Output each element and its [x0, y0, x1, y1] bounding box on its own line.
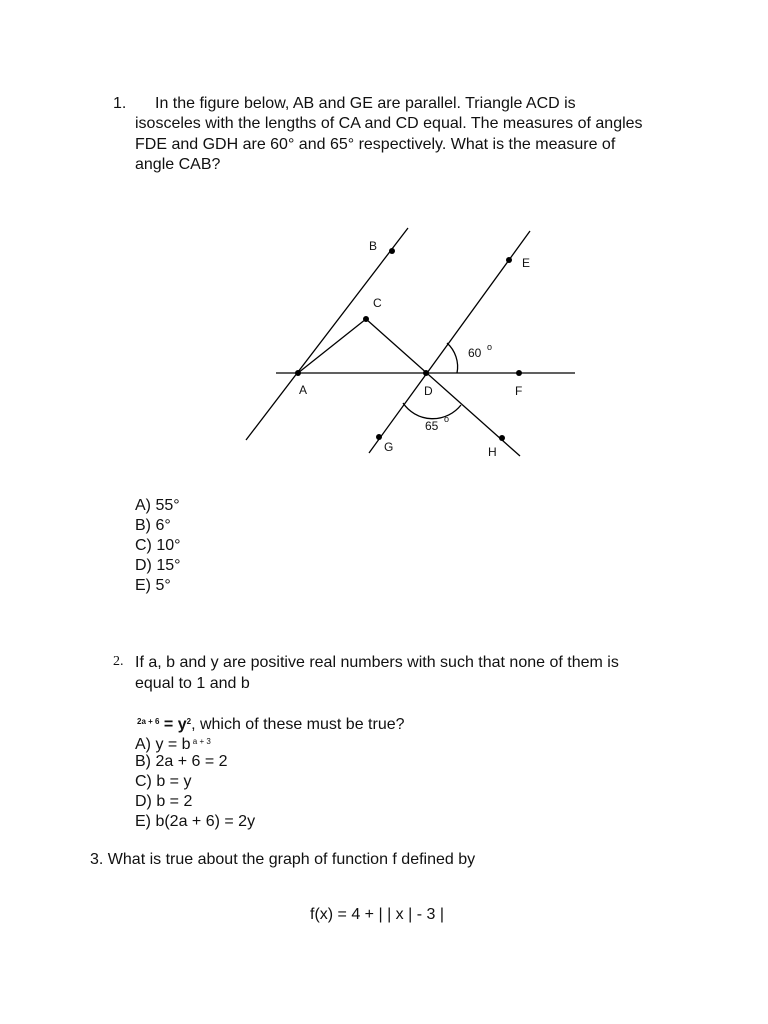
q1-choice-d[interactable]: D) 15° — [135, 557, 181, 574]
point-c — [363, 316, 369, 322]
q2-choice-a[interactable] — [135, 732, 255, 752]
q1-line: isosceles with the lengths of CA and CD equal. The measures of angles — [135, 115, 643, 133]
label-a: A — [299, 383, 308, 397]
q3-question-text: 3. What is true about the graph of function f defined by — [90, 851, 476, 868]
q1-choice-e[interactable]: E) 5° — [135, 577, 171, 594]
q1-line: FDE and GDH are 60° and 65° respectively. What is the measure of — [135, 135, 616, 153]
q2-line-2: equal to 1 and b — [135, 675, 250, 692]
q2-choice-e[interactable]: E) b(2a + 6) = 2y — [135, 813, 256, 830]
angle-fde-degree: o — [487, 342, 493, 352]
q2-choice-a-sup: a + 3 — [190, 737, 211, 746]
q1-number: 1. — [113, 95, 127, 112]
q2-choice-d[interactable]: D) b = 2 — [135, 793, 193, 810]
q2-number: 2. — [113, 654, 124, 669]
label-c: C — [373, 296, 382, 310]
point-a — [295, 370, 301, 376]
q1-choice-c[interactable]: C) 10° — [135, 537, 181, 554]
point-e — [506, 257, 512, 263]
q2-eq-main: = y — [159, 716, 187, 733]
label-g: G — [384, 440, 394, 454]
q2-choice-c[interactable]: C) b = y — [135, 773, 192, 790]
q2-line-1: If a, b and y are positive real numbers with such that none of them is — [135, 654, 619, 671]
point-h — [499, 435, 505, 441]
q1-choice-b[interactable]: B) 6° — [135, 517, 171, 534]
angle-fde-value: 60 — [468, 346, 482, 360]
q1-choice-a[interactable]: A) 55° — [135, 497, 180, 514]
q2-eq-rest: , which of these must be true? — [191, 716, 405, 733]
q2-exponent: 2a + 6 — [137, 717, 160, 726]
q1-line: In the figure below, AB and GE are parallel. Triangle ACD is — [155, 95, 576, 112]
q3-formula: f(x) = 4 + | | x | - 3 | — [310, 906, 444, 923]
point-d — [423, 370, 429, 376]
q1-choices — [135, 496, 181, 596]
q2-choice-a-main: A) y = b — [135, 736, 191, 753]
label-b: B — [369, 239, 378, 253]
label-h: H — [488, 445, 497, 459]
label-d: D — [424, 384, 433, 398]
q2-choice-b[interactable]: B) 2a + 6 = 2 — [135, 753, 228, 770]
point-g — [376, 434, 382, 440]
q2-eq-sup: 2 — [186, 717, 192, 726]
point-b — [389, 248, 395, 254]
angle-gdh-degree: o — [444, 414, 450, 424]
q1-line: angle CAB? — [135, 155, 221, 173]
q2-choices — [135, 732, 255, 832]
line-cdh — [366, 319, 523, 456]
label-e: E — [522, 256, 531, 270]
angle-gdh-value: 65 — [425, 419, 439, 433]
label-f: F — [515, 384, 523, 398]
line-ge — [369, 231, 530, 453]
point-f — [516, 370, 522, 376]
angle-fde-arc — [447, 343, 458, 373]
angle-gdh-arc — [403, 403, 461, 419]
